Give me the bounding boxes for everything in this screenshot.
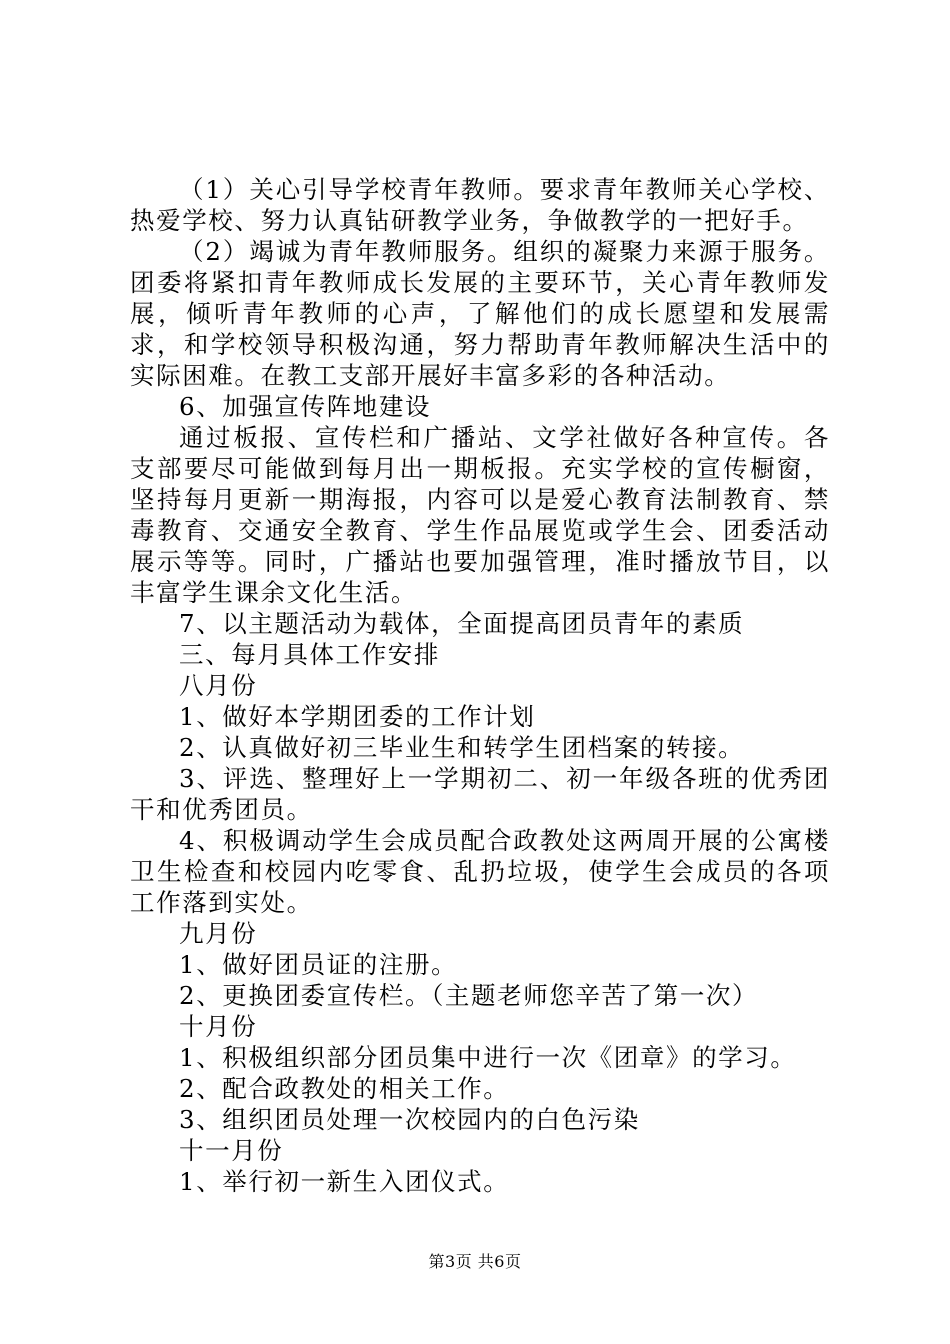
list-item: 4、积极调动学生会成员配合政教处这两周开展的公寓楼卫生检查和校园内吃零食、乱扔垃圾，使学生会成员的各项工作落到实处。 [130, 826, 830, 917]
document-body [130, 174, 830, 1197]
list-item: 3、评选、整理好上一学期初二、初一年级各班的优秀团干和优秀团员。 [130, 764, 830, 824]
list-item: 3、组织团员处理一次校园内的白色污染 [179, 1105, 640, 1134]
paragraph-serve-teachers: （2）竭诚为青年教师服务。组织的凝聚力来源于服务。团委将紧扣青年教师成长发展的主要环节，关心青年教师发展，倾听青年教师的心声，了解他们的成长愿望和发展需求，和学校领导积极沟通，努力帮助青年教师解决生活中的实际困难。在教工支部开展好丰富多彩的各种活动。 [130, 237, 830, 390]
list-item: 1、做好团员证的注册。 [179, 950, 458, 979]
paragraph-publicity: 通过板报、宣传栏和广播站、文学社做好各种宣传。各支部要尽可能做到每月出一期板报。充实学校的宣传橱窗，坚持每月更新一期海报，内容可以是爱心教育法制教育、禁毒教育、交通安全教育、学生作品展览或学生会、团委活动展示等等。同时，广播站也要加强管理，准时播放节目，以丰富学生课余文化生活。 [130, 423, 830, 607]
paragraph-care-guide: （1）关心引导学校青年教师。要求青年教师关心学校、热爱学校、努力认真钻研教学业务，争做教学的一把好手。 [130, 175, 830, 235]
list-item: 2、认真做好初三毕业生和转学生团档案的转接。 [179, 733, 745, 762]
heading-monthly-plan: 三、每月具体工作安排 [179, 640, 440, 669]
list-item: 1、举行初一新生入团仪式。 [179, 1167, 510, 1196]
heading-september: 九月份 [179, 919, 258, 948]
page-footer: 第3页 共6页 [428, 1252, 522, 1271]
heading-publicity: 6、加强宣传阵地建设 [179, 392, 432, 421]
heading-october: 十月份 [179, 1012, 258, 1041]
list-item: 1、做好本学期团委的工作计划 [179, 702, 536, 731]
list-item: 1、积极组织部分团员集中进行一次《团章》的学习。 [179, 1043, 797, 1072]
list-item: 2、配合政教处的相关工作。 [179, 1074, 510, 1103]
heading-august: 八月份 [179, 671, 258, 700]
heading-november: 十一月份 [179, 1136, 284, 1165]
list-item: 2、更换团委宣传栏。（主题老师您辛苦了第一次） [179, 981, 759, 1010]
heading-theme-activities: 7、以主题活动为载体，全面提高团员青年的素质 [179, 609, 745, 638]
